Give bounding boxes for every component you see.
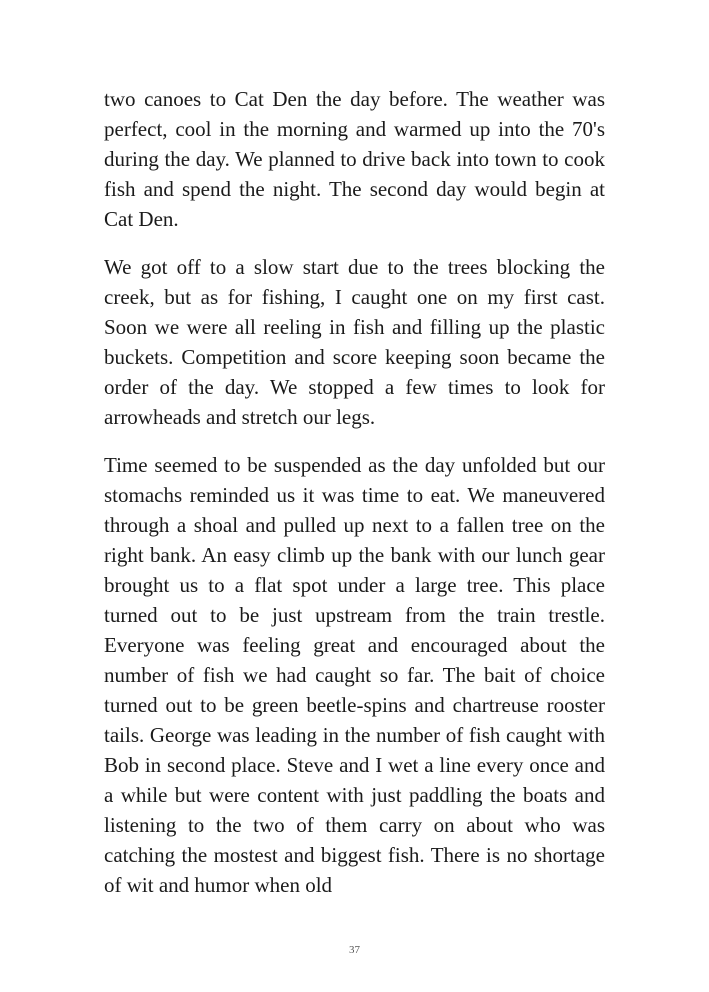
paragraph-1: two canoes to Cat Den the day before. The weather was perfect, cool in the morning and warmed up into the 70's during the day. We planned to drive back into town to cook fish and spend the night. The second day would begin at Cat Den.: [104, 87, 605, 231]
paragraph-2: We got off to a slow start due to the trees blocking the creek, but as for fishing, I caught one on my first cast. Soon we were all reeling in fish and filling up the plastic buckets. Competition and score keeping soon became the order of the day. We stopped a few times to look for arrowheads and stretch our legs.: [104, 255, 605, 429]
page-number: 37: [349, 944, 360, 956]
page-body-text: [104, 84, 605, 918]
paragraph-3: Time seemed to be suspended as the day unfolded but our stomachs reminded us it was time to eat. We maneuvered through a shoal and pulled up next to a fallen tree on the right bank. An easy climb up the bank with our lunch gear brought us to a flat spot under a large tree. This place turned out to be just upstream from the train trestle. Everyone was feeling great and encouraged about the number of fish we had caught so far. The bait of choice turned out to be green beetle-spins and chartreuse rooster tails. George was leading in the number of fish caught with Bob in second place. Steve and I wet a line every once and a while but were content with just paddling the boats and listening to the two of them carry on about who was catching the mostest and biggest fish. There is no shortage of wit and humor when old: [104, 453, 605, 897]
